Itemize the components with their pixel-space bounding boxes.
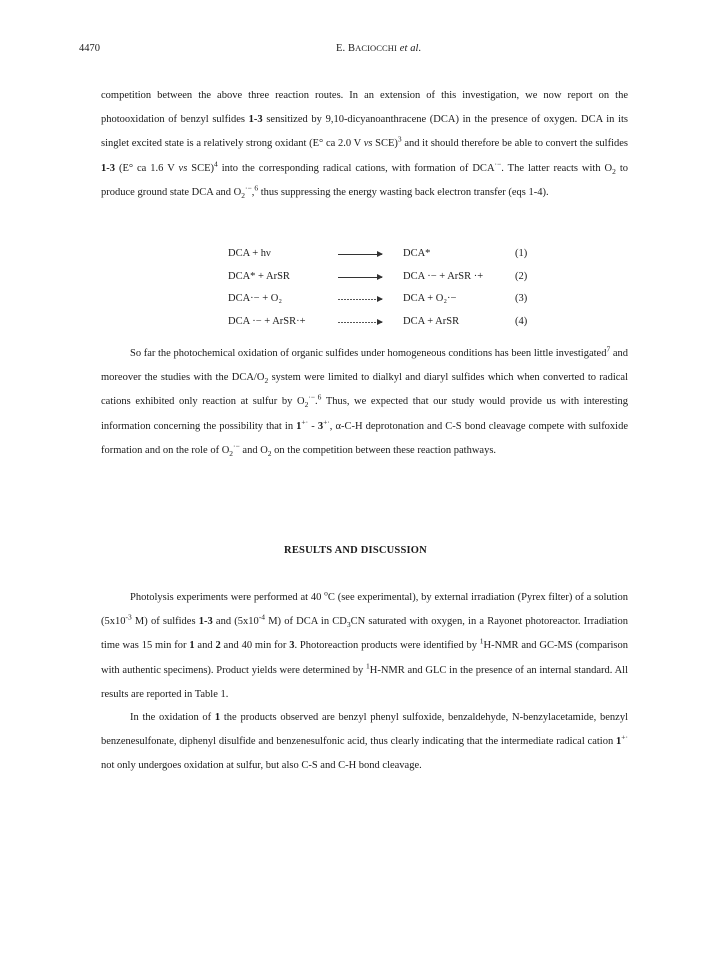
equation-number: (4)	[515, 315, 528, 327]
reaction-arrow-icon	[338, 299, 382, 300]
equation-right: DCA ·− + ArSR ·+	[403, 270, 484, 282]
equation-left: DCA·− + O₂	[228, 293, 283, 304]
page-header	[0, 43, 711, 59]
intro-paragraph: competition between the above three reaction routes. In an extension of this investigation, we now report on the photooxidation of benzyl sulfides 1-3 sensitized by 9,10-dicyanoanthracene (DCA) in the presence of oxygen. DCA in its singlet excited state is a relatively strong oxidant (E° ca 2.0 V vs SCE)$^3$ and it should therefore be able to convert the sulfides 1-3 (E° ca 1.6 V vs SCE)$^4$ into the corresponding radical cations, with formation of DCA·−. The latter reacts with $O_2$ to produce ground state DCA and $O_2^{\cdot-},^6$ thus suppressing the energy wasting back electron transfer (eqs 1-4).	[101, 90, 628, 200]
equation-3	[228, 293, 548, 316]
page-number: 4470	[79, 43, 100, 54]
equation-number: (1)	[515, 248, 528, 259]
section-heading: RESULTS AND DISCUSSION	[284, 545, 427, 556]
equation-4	[228, 316, 548, 339]
equation-number: (2)	[515, 270, 528, 282]
second-paragraph: So far the photochemical oxidation of organic sulfides under homogeneous conditions has been little investigated$^7$ and moreover the studies with the DCA/$O_2$ system were limited to dialkyl and diaryl sulfides which when converted to radical cations exhibited only reaction at sulfur by $O_2^{\cdot-}.^6$ Thus, we expected that our study would provide us with interesting information concerning the possibility that in 1+· - 3+·, α-C-H deprotonation and C-S bond cleavage compete with sulfoxide formation and on the role of $O_2^{\cdot-}$ and $O_2$ on the competition between these reaction pathways.	[101, 344, 629, 458]
equation-right: DCA + ArSR	[403, 315, 460, 327]
equation-1	[228, 248, 548, 271]
reaction-equations	[228, 248, 548, 338]
running-head: E. BACIOCCHI et al.	[336, 43, 422, 54]
equation-number: (3)	[515, 293, 528, 304]
reaction-arrow-icon	[338, 322, 382, 323]
equation-left: DCA ·− + ArSR·+	[228, 315, 306, 327]
equation-left: DCA* + ArSR	[228, 270, 290, 282]
equation-right: DCA*	[403, 248, 431, 259]
equation-right: DCA + O₂·−	[403, 293, 457, 304]
reaction-arrow-icon	[338, 254, 382, 255]
equation-2	[228, 271, 548, 294]
fourth-paragraph: In the oxidation of 1 the products observed are benzyl phenyl sulfoxide, benzaldehyde, N-benzylacetamide, benzyl benzenesulfonate, diphenyl disulfide and benzenesulfonic acid, thus clearly indicating that the intermediate radical cation 1+· not only undergoes oxidation at sulfur, but also C-S and C-H bond cleavage.	[101, 712, 628, 772]
equation-left: DCA + hν	[228, 248, 271, 259]
third-paragraph: Photolysis experiments were performed at 40 $^o$C (see experimental), by external irradiation (Pyrex filter) of a solution ($5x10^{-3}$ M) of sulfides 1-3 and ($5x10^{-4}$ M) of DCA in $CD_3CN$ saturated with oxygen, in a Rayonet photoreactor. Irradiation time was 15 min for 1 and 2 and 40 min for 3. Photoreaction products were identified by $^1$H-NMR and GC-MS (comparison with authentic specimens). Product yields were determined by $^1$H-NMR and GLC in the presence of an internal standard. All results are reported in Table 1.	[101, 588, 629, 700]
reaction-arrow-icon	[338, 277, 382, 278]
